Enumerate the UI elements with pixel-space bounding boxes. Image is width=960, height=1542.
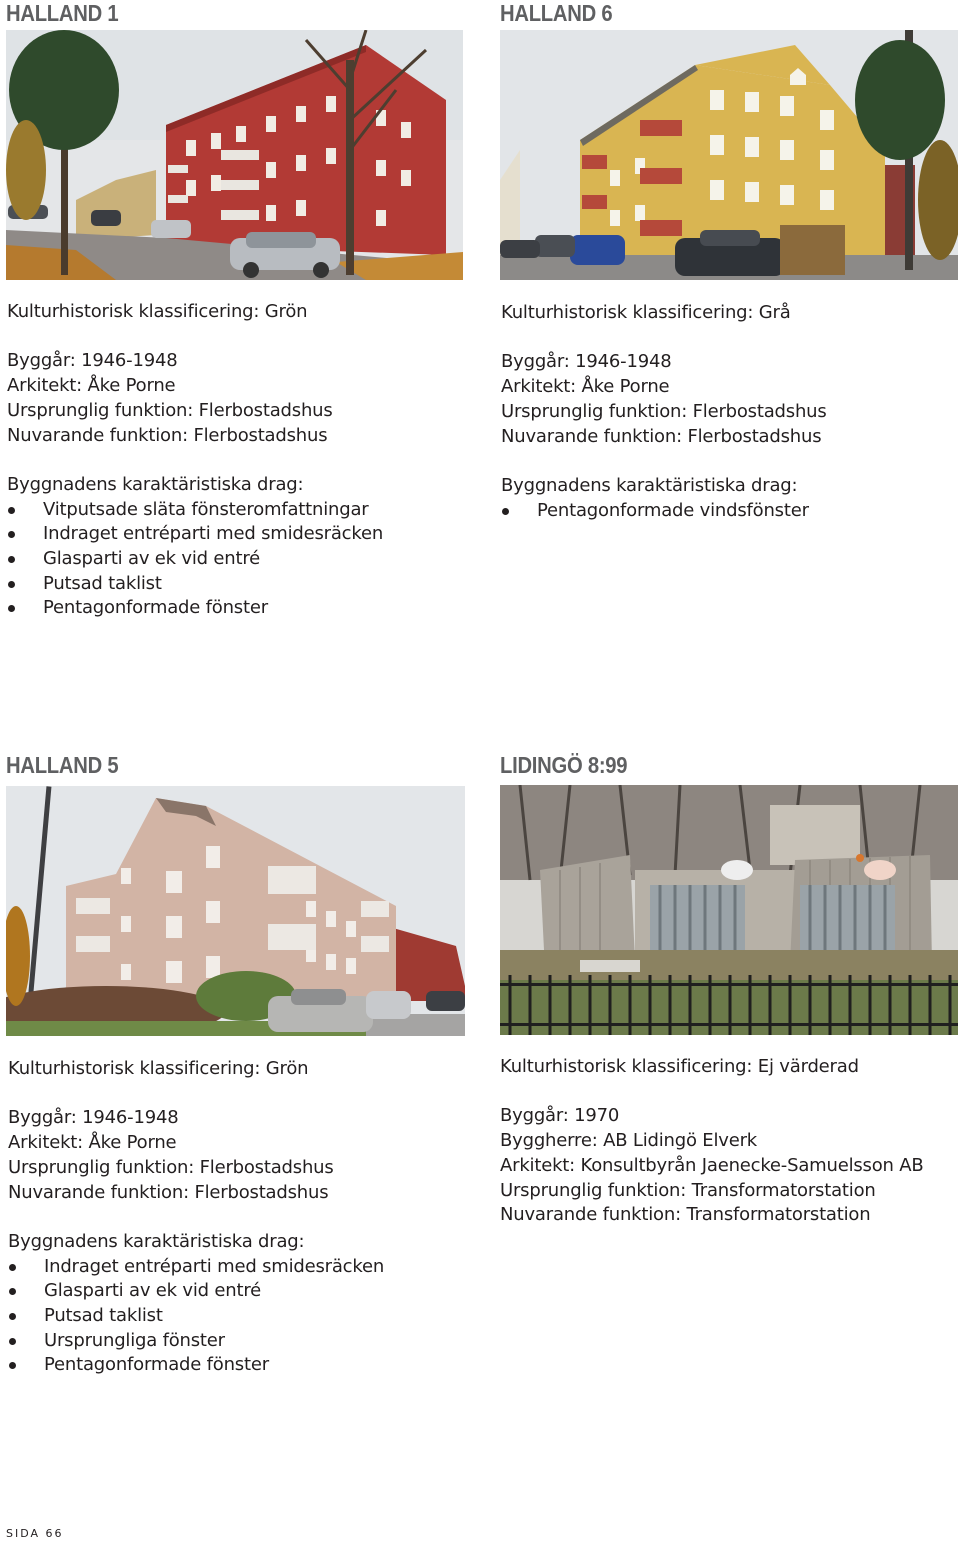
building-info [8, 1057, 384, 1378]
card-title: HALLAND 6 [500, 0, 613, 26]
building-info [501, 301, 827, 523]
feature-item: Glasparti av ek vid entré [7, 547, 383, 572]
feature-item: Ursprungliga fönster [8, 1329, 384, 1354]
original-function: Ursprunglig funktion: Flerbostadshus [8, 1156, 334, 1178]
feature-item: Putsad taklist [7, 572, 383, 597]
architect: Arkitekt: Åke Porne [7, 375, 176, 397]
build-year: Byggår: 1970 [500, 1105, 620, 1127]
build-year: Byggår: 1946-1948 [7, 350, 178, 372]
pink-apartment-building-photo [6, 786, 465, 1036]
transformer-station-photo [500, 785, 958, 1035]
original-function: Ursprunglig funktion: Transformatorstation [500, 1179, 876, 1201]
building-info [7, 300, 383, 621]
original-function: Ursprunglig funktion: Flerbostadshus [501, 400, 827, 422]
card-title: HALLAND 5 [6, 752, 119, 778]
yellow-apartment-building-photo [500, 30, 958, 280]
current-function: Nuvarande funktion: Flerbostadshus [7, 424, 328, 446]
feature-item: Glasparti av ek vid entré [8, 1279, 384, 1304]
features-list [501, 499, 827, 524]
red-apartment-building-photo [6, 30, 463, 280]
classification: Kulturhistorisk klassificering: Grön [8, 1058, 309, 1079]
features-heading: Byggnadens karaktäristiska drag: [501, 474, 798, 496]
classification: Kulturhistorisk klassificering: Grå [501, 302, 791, 323]
card-title: LIDINGÖ 8:99 [500, 752, 628, 778]
features-list [7, 498, 383, 622]
feature-item: Pentagonformade vindsfönster [501, 499, 827, 524]
features-heading: Byggnadens karaktäristiska drag: [7, 473, 304, 495]
card-title: HALLAND 1 [6, 0, 119, 26]
classification: Kulturhistorisk klassificering: Ej värderad [500, 1056, 859, 1077]
classification: Kulturhistorisk klassificering: Grön [7, 301, 308, 322]
architect: Arkitekt: Åke Porne [8, 1132, 177, 1154]
features-heading: Byggnadens karaktäristiska drag: [8, 1230, 305, 1252]
features-list [8, 1255, 384, 1379]
current-function: Nuvarande funktion: Flerbostadshus [8, 1181, 329, 1203]
architect: Arkitekt: Konsultbyrån Jaenecke-Samuelsson AB [500, 1154, 924, 1176]
build-year: Byggår: 1946-1948 [501, 351, 672, 373]
building-info [500, 1055, 924, 1228]
feature-item: Vitputsade släta fönsteromfattningar [7, 498, 383, 523]
current-function: Nuvarande funktion: Flerbostadshus [501, 425, 822, 447]
developer: Byggherre: AB Lidingö Elverk [500, 1130, 758, 1152]
current-function: Nuvarande funktion: Transformatorstation [500, 1204, 871, 1226]
original-function: Ursprunglig funktion: Flerbostadshus [7, 399, 333, 421]
feature-item: Putsad taklist [8, 1304, 384, 1329]
feature-item: Indraget entréparti med smidesräcken [8, 1255, 384, 1280]
build-year: Byggår: 1946-1948 [8, 1107, 179, 1129]
feature-item: Pentagonformade fönster [7, 596, 383, 621]
feature-item: Indraget entréparti med smidesräcken [7, 522, 383, 547]
page-number: SIDA 66 [6, 1527, 64, 1540]
feature-item: Pentagonformade fönster [8, 1353, 384, 1378]
architect: Arkitekt: Åke Porne [501, 376, 670, 398]
